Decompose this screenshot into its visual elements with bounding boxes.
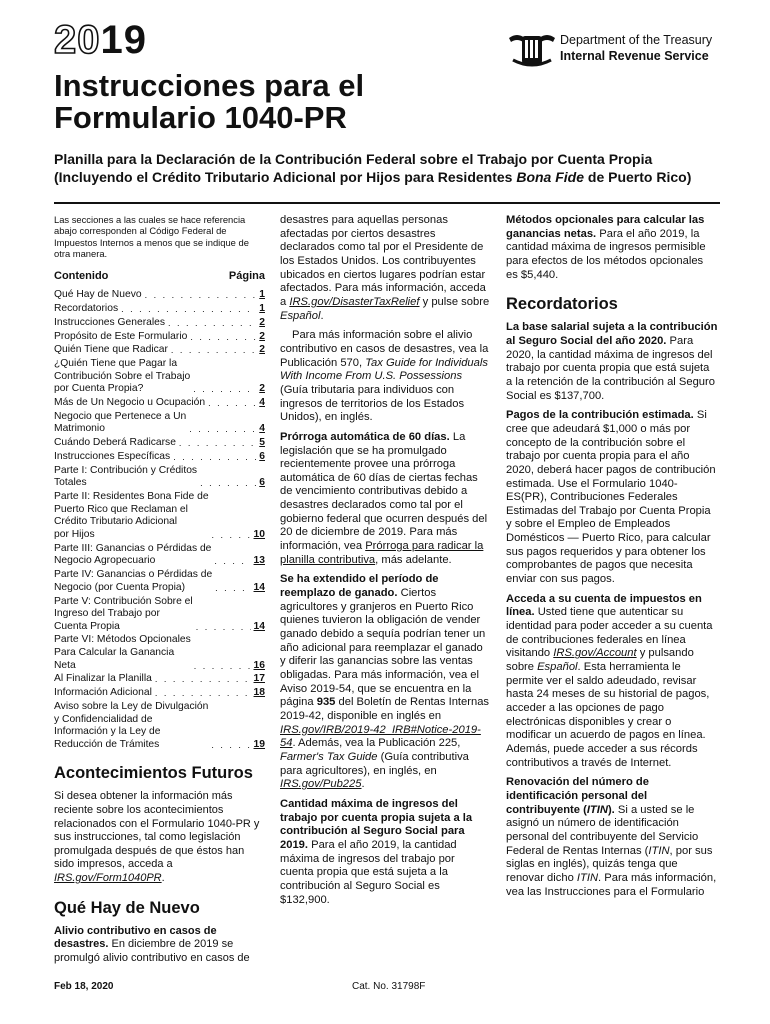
itin-paragraph [506, 776, 718, 899]
prorroga-paragraph [280, 431, 491, 568]
toc-item-label: Propósito de Este Formulario [54, 330, 188, 342]
subtitle-italic: Bona Fide [516, 169, 585, 185]
toc-item[interactable] [54, 673, 265, 686]
toc-leader-dots [121, 303, 256, 316]
acontecimientos-paragraph [54, 790, 265, 885]
toc-item-page[interactable]: 18 [253, 687, 265, 699]
toc-item-label: ¿Quién Tiene que Pagar la Contribución Sobre el Trabajo por Cuenta Propia? [54, 358, 191, 395]
toc-leader-dots [200, 477, 256, 490]
c2p1-mid: y pulse sobre [419, 295, 490, 308]
irs-eagle-logo-icon [507, 30, 557, 70]
toc-item[interactable] [54, 634, 265, 672]
title-line-2: Formulario 1040-PR [54, 100, 347, 135]
toc-leader-dots [155, 687, 251, 700]
toc-item-label: Aviso sobre la Ley de Divulgación y Confidencialidad de Información y la Ley de Reducción de Trámites [54, 701, 209, 750]
c3p5-text3: . Para más información, vea las Instrucciones para el Formulario [506, 871, 717, 898]
intro-note: Las secciones a las cuales se hace referencia abajo corresponden al Código Federal de Impuestos Internos a menos que se indique de otra manera. [54, 214, 249, 260]
c2p1-text: desastres para aquellas personas afectadas por ciertos desastres declarados como tal por el Presidente de los Estados Unidos. Los contribuyentes ubicados en ciertos lugares podrían estar afectados. Para más información, acceda a [280, 214, 486, 308]
agency-name [560, 32, 712, 64]
c2p2-a: Para más información sobre el alivio contributivo en casos de desastres, vea la Publicación 570, [280, 329, 489, 369]
toc-item-page[interactable]: 1 [259, 289, 265, 301]
irs-account-link[interactable]: IRS.gov/Account [553, 647, 637, 660]
toc-item-label: Qué Hay de Nuevo [54, 289, 142, 301]
toc-item-label: Parte III: Ganancias o Pérdidas de Negocio Agropecuario [54, 542, 212, 567]
toc-item-page[interactable]: 14 [253, 620, 265, 632]
subtitle-part-a: Planilla para la Declaración de la Contribución Federal sobre el Trabajo por Cuenta Propia (Incluyendo el Crédito Tributario Adicional por Hijos para Residentes [54, 151, 653, 185]
section-heading-nuevo: Qué Hay de Nuevo [54, 898, 200, 917]
toc-item-page[interactable]: 19 [253, 738, 265, 750]
c3p2-text: Para 2020, la cantidad máxima de ingresos del trabajo por cuenta propia que está sujeta a la retención de la contribución al Seguro Social es $137,700. [506, 334, 715, 402]
alivio-text: En diciembre de 2019 se promulgó alivio contributivo en casos de [54, 938, 250, 964]
max-income-paragraph [280, 798, 491, 907]
header-divider [54, 202, 720, 204]
c2p4-end: . [361, 778, 365, 791]
toc-item-label: Parte IV: Ganancias o Pérdidas de Negocio (por Cuenta Propia) [54, 569, 213, 593]
toc-item-label: Cuándo Deberá Radicarse [54, 437, 176, 449]
toc-item[interactable] [54, 491, 265, 541]
toc-leader-dots [145, 289, 257, 302]
toc-item-label: Información Adicional [54, 687, 152, 699]
toc-item-label: Recordatorios [54, 303, 119, 314]
toc-leader-dots [208, 397, 256, 410]
c3p1-text: Para el año 2019, la cantidad máxima de ingresos permisible para efectos de los métodos opcionales es $5,440. [506, 227, 706, 281]
acont-end: . [161, 871, 165, 884]
toc-leader-dots [190, 331, 256, 344]
c3p4-bold: Acceda a su cuenta de impuestos en línea. [506, 592, 702, 619]
toc-item[interactable] [54, 289, 265, 302]
toc-item-page[interactable]: 1 [259, 303, 265, 314]
section-heading-recordatorios: Recordatorios [506, 295, 618, 314]
toc-item-label: Negocio que Pertenece a Un Matrimonio [54, 410, 187, 435]
c3p3-text: Si cree que adeudará $1,000 o más por concepto de la contribución sobre el trabajo por cuenta propia para el año 2020, deberá hacer pagos de contribución estimada. Use el Formulario 1040-ES(PR), Contribuciones Federales Estimadas del Trabajo por Cuenta Propia y sobre el Empleo de Empleados Domésticos — Puerto Rico, para calcular sus pagos requeridos y para obtener los comprobantes de pagos que necesita enviar con sus pagos. [506, 409, 716, 586]
toc-leader-dots [168, 317, 256, 330]
c3p5-it: ITIN [648, 844, 670, 857]
c3p5-text: Si a usted se le asignó un número de identificación personal del contribuyente del Servicio Federal de Rentas Internas ( [506, 803, 699, 857]
agency-line-1: Department of the Treasury [560, 33, 713, 47]
toc-item-label: Parte I: Contribución y Créditos Totales [54, 464, 198, 489]
toc-item-label: Parte II: Residentes Bona Fide de Puerto Rico que Reclaman el Crédito Tributario Adicional por Hijos [54, 491, 209, 540]
year-outline-digits: 20 [54, 18, 101, 62]
toc-leader-dots [155, 673, 251, 686]
toc-leader-dots [194, 660, 251, 673]
toc-item-page[interactable]: 17 [253, 673, 265, 685]
toc-item-page[interactable]: 5 [259, 437, 265, 449]
toc-leader-dots [211, 739, 250, 752]
toc-item-page[interactable]: 4 [259, 423, 265, 435]
pub225-link[interactable]: IRS.gov/Pub225 [280, 778, 362, 791]
alivio-bold: Alivio contributivo en casos de desastres. [54, 924, 217, 951]
c3p5-it2: ITIN [576, 871, 599, 884]
c3p5-bold: Renovación del número de identificación personal del contribuyente ( [506, 776, 649, 816]
pagos-estimada-paragraph [506, 409, 718, 587]
c3p4-italic: Español [537, 661, 578, 674]
agency-line-2: Internal Revenue Service [560, 49, 709, 63]
toc-item-page[interactable]: 6 [259, 477, 265, 489]
base-salarial-paragraph [506, 321, 718, 403]
c3p2-bold: La base salarial sujeta a la contribución al Seguro Social del año 2020. [506, 321, 718, 347]
year-solid-digits: 19 [100, 18, 147, 62]
c2p5-bold: Cantidad máxima de ingresos del trabajo por cuenta propia sujeta a la contribución al Seguro Social para 2019. [280, 797, 473, 851]
c3p5-text2: , por sus siglas en inglés), quizás tenga que renovar dicho [506, 844, 713, 884]
toc-leader-dots [215, 582, 250, 595]
column-3 [506, 214, 718, 905]
c3p1-bold: Métodos opcionales para calcular las ganancias netas. [506, 214, 705, 240]
c2p4-page: 935 [316, 696, 336, 709]
ganado-paragraph [280, 573, 491, 792]
toc-item[interactable] [54, 569, 265, 594]
subtitle-part-b: de Puerto Rico) [584, 169, 692, 185]
c2p3-bold: Prórroga automática de 60 días. [280, 430, 450, 443]
c2p2-italic: Tax Guide for Individuals With Income From U.S. Possessions [280, 356, 488, 383]
c2p4-text3: . Además, vea la Publicación 225, [292, 737, 461, 750]
toc-item[interactable] [54, 543, 265, 568]
disaster-relief-link[interactable]: IRS.gov/DisasterTaxRelief [289, 295, 420, 308]
toc-item-label: Al Finalizar la Planilla [54, 673, 152, 685]
toc-item-label: Parte VI: Métodos Opcionales Para Calcular la Ganancia Neta [54, 634, 191, 671]
metodos-paragraph [506, 214, 718, 282]
toc-item-page[interactable]: 4 [259, 397, 265, 409]
toc-item[interactable] [54, 397, 265, 410]
c3p5-bold-it: ITIN [586, 803, 608, 816]
toc-leader-dots [179, 437, 256, 450]
toc-item-page[interactable]: 16 [253, 659, 265, 671]
toc-item-page[interactable]: 14 [253, 581, 265, 593]
c3p3-bold: Pagos de la contribución estimada. [506, 409, 694, 422]
footer-catalog-number: Cat. No. 31798F [352, 981, 426, 992]
c2p1-end: . [320, 309, 324, 322]
toc-leader-dots [193, 383, 256, 396]
alivio-paragraph [54, 925, 265, 966]
c2p4-text2: del Boletín de Rentas Internas 2019-42, disponible en inglés en [280, 696, 490, 722]
c3p4-text: Usted tiene que autenticar su identidad para poder acceder a su cuenta de contribuciones federales en línea visitando [506, 606, 713, 660]
toc-item-page[interactable]: 2 [259, 344, 265, 356]
toc-header-page: Página [228, 269, 265, 282]
prorroga-link[interactable]: Prórroga para radicar la planilla contributiva [280, 540, 484, 566]
toc-item[interactable] [54, 437, 265, 450]
toc-item-page[interactable]: 2 [259, 316, 265, 328]
toc-leader-dots [171, 344, 256, 357]
toc-item[interactable] [54, 331, 265, 344]
form1040pr-link[interactable]: IRS.gov/Form1040PR [54, 871, 162, 884]
toc-leader-dots [212, 529, 251, 542]
c2p3-text: La legislación que se ha promulgado recientemente provee una prórroga automática de 60 días de ciertas fechas de vencimiento contributivas debido a desastres declarados como tal por el gobierno federal que ocurren después del 20 de diciembre de 2019. Para más información, vea [280, 430, 488, 553]
toc-item-label: Quién Tiene que Radicar [54, 344, 168, 356]
disaster-paragraph [280, 214, 491, 323]
toc-item[interactable] [54, 344, 265, 357]
toc-item[interactable] [54, 411, 265, 436]
toc-item[interactable] [54, 358, 265, 396]
toc-item-page[interactable]: 13 [253, 555, 265, 567]
toc-item-label: Parte V: Contribución Sobre el Ingreso del Trabajo por Cuenta Propia [54, 595, 193, 632]
page-title [54, 70, 474, 134]
irb-notice-link[interactable]: IRS.gov/IRB/2019-42_IRB#Notice-2019-54 [280, 723, 481, 750]
footer-date: Feb 18, 2020 [54, 981, 114, 992]
toc-item[interactable] [54, 596, 265, 634]
c2p4-text4: (Guía contributiva para agricultores), en inglés, en [280, 750, 469, 777]
toc-item-page[interactable]: 2 [259, 330, 265, 342]
table-of-contents [54, 289, 265, 751]
toc-item[interactable] [54, 317, 265, 330]
toc-item-page[interactable]: 2 [259, 383, 265, 395]
c2p5-text: Para el año 2019, la cantidad máxima de ingresos del trabajo por cuenta propia que está sujeta a la contribución al Seguro Social es $132,900. [280, 838, 457, 906]
toc-leader-dots [173, 451, 256, 464]
column-2 [280, 214, 491, 913]
toc-header [54, 270, 265, 284]
toc-item-page[interactable]: 10 [253, 528, 265, 540]
pub570-paragraph [280, 329, 491, 425]
c2p2-b: (Guía tributaria para individuos con ingresos de territorios de los Estados Unidos), en inglés. [280, 383, 465, 424]
c2p1-italic: Español [280, 309, 321, 322]
form-year [54, 20, 147, 60]
toc-item-label: Instrucciones Generales [54, 316, 166, 328]
toc-item[interactable] [54, 451, 265, 464]
section-heading-acontecimientos: Acontecimientos Futuros [54, 764, 253, 783]
c3p4-text2: . Esta herramienta le permite ver el saldo adeudado, revisar hasta 24 meses de su historial de pagos, acceder a las opciones de pago electrónicas disponibles y crear o modificar un acuerdo de pagos en línea. Además, puede acceder a sus récords contributivos a través de Internet. [506, 661, 710, 769]
c3p4-mid: y pulsando sobre [506, 647, 694, 674]
c2p4-bold: Se ha extendido el período de reemplazo de ganado. [280, 573, 439, 600]
toc-item[interactable] [54, 687, 265, 700]
cuenta-impuestos-paragraph [506, 593, 718, 771]
toc-item[interactable] [54, 465, 265, 490]
c2p4-italic: Farmer's Tax Guide [280, 750, 378, 763]
toc-item-label: Más de Un Negocio u Ocupación [54, 397, 206, 409]
form-subtitle [54, 150, 720, 186]
toc-item-page[interactable]: 6 [259, 451, 265, 463]
toc-item-label: Instrucciones Específicas [54, 451, 171, 463]
acont-text: Si desea obtener la información más reciente sobre los acontecimientos relacionados con el Formulario 1040-PR y sus instrucciones, tal como legislación promulgada después de que éstos han sido impresos, acceda a [54, 790, 260, 871]
c3p5-bold-end: ). [607, 803, 615, 816]
toc-leader-dots [189, 423, 256, 436]
toc-item[interactable] [54, 701, 265, 751]
column-1 [54, 214, 265, 971]
toc-header-contents: Contenido [54, 269, 109, 282]
toc-leader-dots [214, 555, 250, 568]
toc-leader-dots [196, 621, 251, 634]
toc-item[interactable] [54, 303, 265, 316]
c2p3-end: , más adelante. [375, 553, 452, 566]
c2p4-text: Ciertos agricultores y granjeros en Puerto Rico quienes tuvieron la obligación de vender ganado debido a sequía podrían tener un año adicional para reemplazar el ganado y diferir las ganancias sobre las ventas obligadas. Para más información, vea el Aviso 2019-54, que se encuentra en la página [280, 587, 486, 709]
title-line-1: Instrucciones para el [54, 68, 365, 103]
